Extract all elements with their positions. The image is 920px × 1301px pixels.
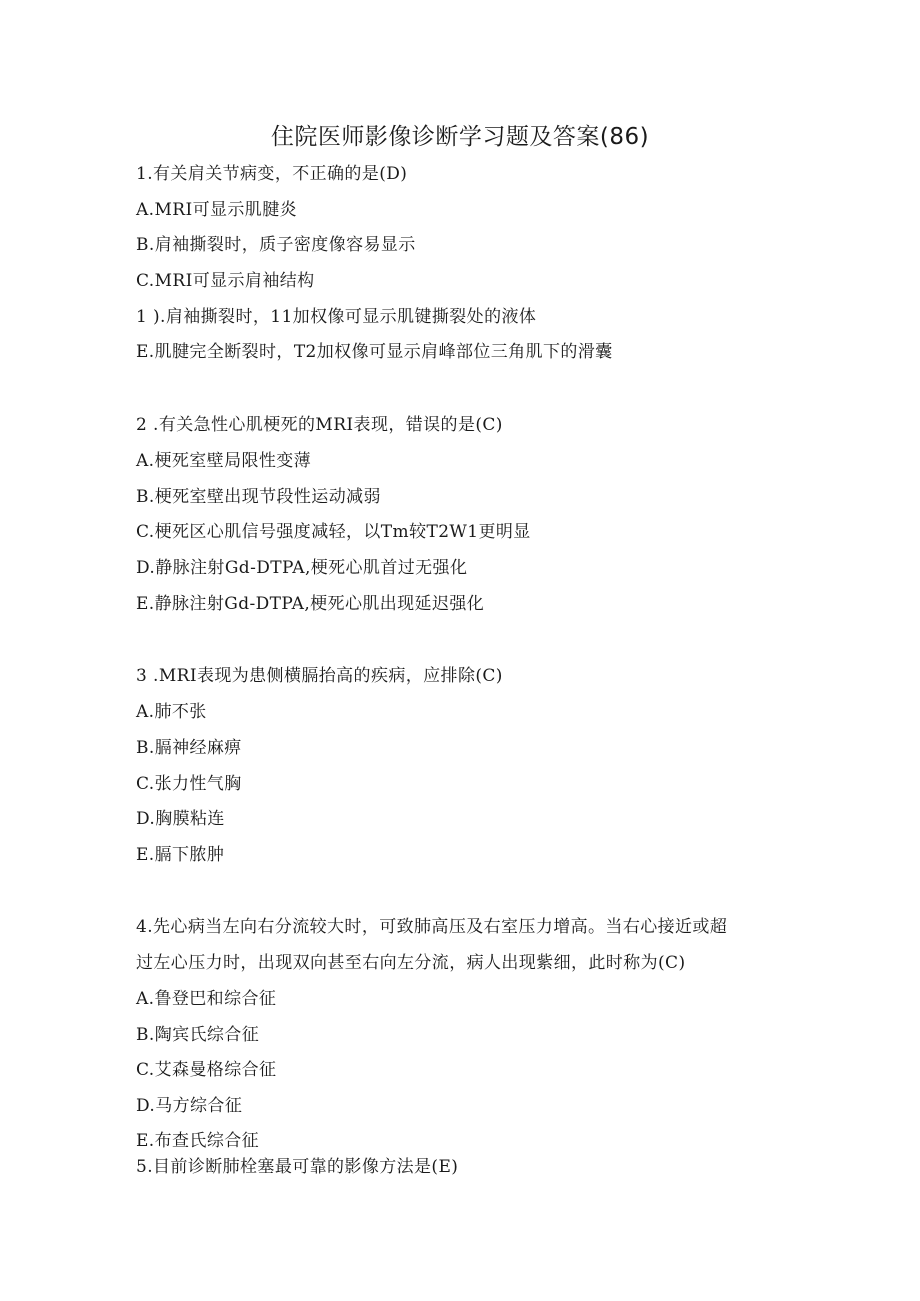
question-3-option-b: B.膈神经麻痹 (136, 738, 242, 758)
question-2-stem: 2 .有关急性心肌梗死的MRI表现，错误的是(C) (136, 415, 503, 435)
question-2-option-d: D.静脉注射Gd-DTPA,梗死心肌首过无强化 (136, 558, 468, 578)
question-1-stem: 1.有关肩关节病变，不正确的是(D) (136, 164, 408, 184)
question-4-stem-line-1: 4.先心病当左向右分流较大时，可致肺高压及右室压力增高。当右心接近或超 (136, 917, 728, 937)
question-4-option-d: D.马方综合征 (136, 1096, 243, 1116)
question-1-option-b: B.肩袖撕裂时，质子密度像容易显示 (136, 235, 416, 255)
question-4-option-a: A.鲁登巴和综合征 (136, 989, 277, 1009)
question-1-option-c: C.MRI可显示肩袖结构 (136, 271, 315, 291)
question-2-option-a: A.梗死室壁局限性变薄 (136, 451, 312, 471)
question-2-option-c: C.梗死区心肌信号强度减轻，以Tm较T2W1更明显 (136, 522, 531, 542)
question-4-stem-line-2: 过左心压力时，出现双向甚至右向左分流，病人出现紫细，此时称为(C) (136, 953, 686, 973)
question-3-stem: 3 .MRI表现为患侧横膈抬高的疾病，应排除(C) (136, 666, 503, 686)
question-1-option-e: E.肌腱完全断裂时，T2加权像可显示肩峰部位三角肌下的滑囊 (136, 342, 613, 362)
question-4-option-c: C.艾森曼格综合征 (136, 1060, 277, 1080)
question-4-option-b: B.陶宾氏综合征 (136, 1025, 260, 1045)
question-3-option-d: D.胸膜粘连 (136, 809, 225, 829)
question-3-option-e: E.膈下脓肿 (136, 845, 225, 865)
document-title: 住院医师影像诊断学习题及答案(86) (270, 124, 650, 150)
question-5-stem: 5.目前诊断肺栓塞最可靠的影像方法是(E) (136, 1157, 459, 1177)
question-4-option-e: E.布查氏综合征 (136, 1131, 260, 1151)
question-1-option-d: 1 ).肩袖撕裂时，11加权像可显示肌键撕裂处的液体 (136, 307, 537, 327)
question-1-option-a: A.MRI可显示肌腱炎 (136, 200, 298, 220)
question-2-option-b: B.梗死室壁出现节段性运动减弱 (136, 487, 381, 507)
question-3-option-c: C.张力性气胸 (136, 774, 242, 794)
question-3-option-a: A.肺不张 (136, 702, 207, 722)
question-2-option-e: E.静脉注射Gd-DTPA,梗死心肌出现延迟强化 (136, 594, 485, 614)
